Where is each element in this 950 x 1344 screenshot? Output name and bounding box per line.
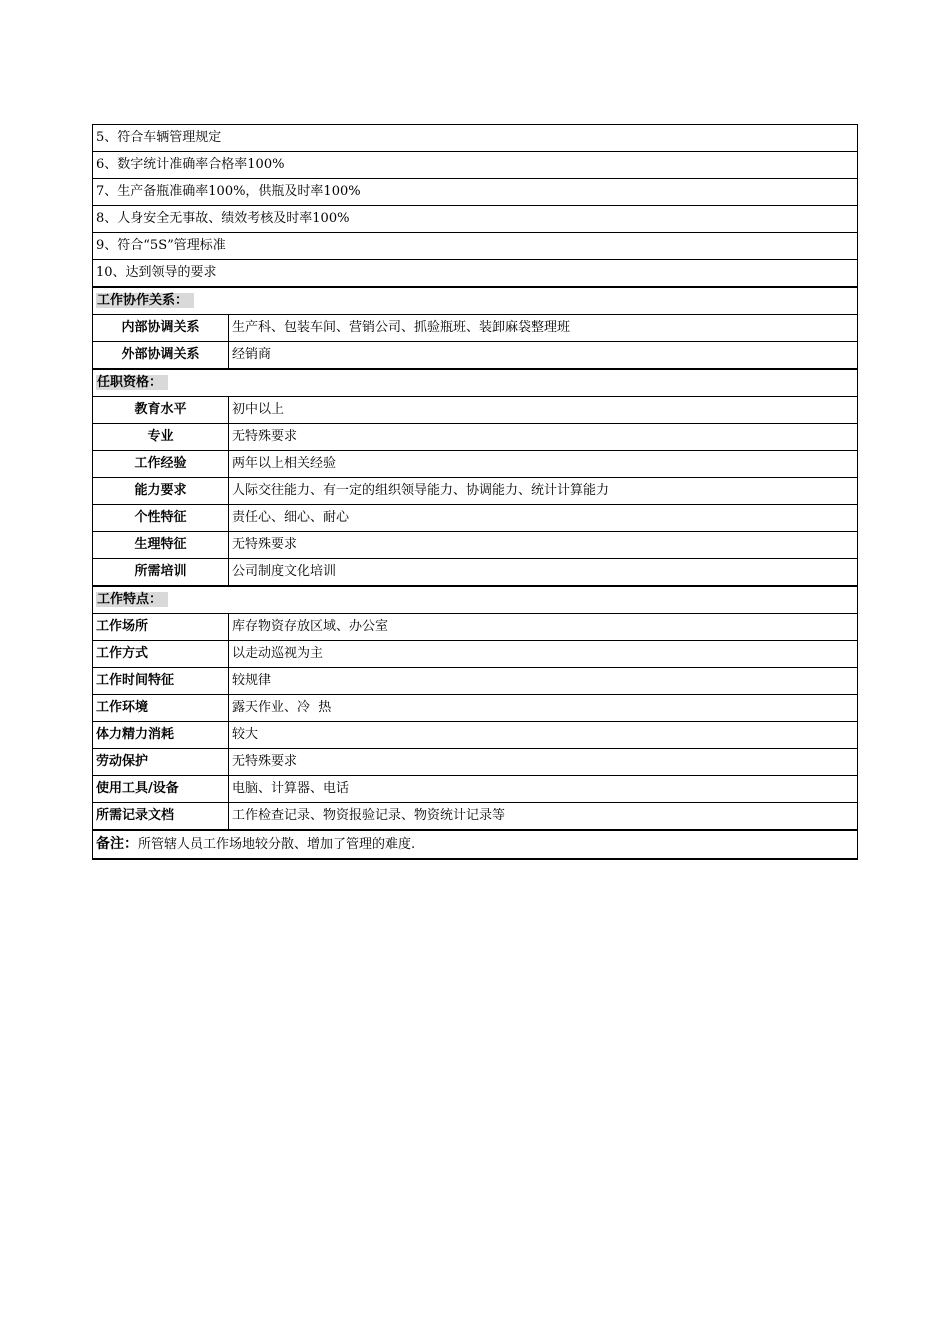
row-value: 两年以上相关经验 — [229, 451, 858, 478]
row-value: 露天作业、冷 热 — [229, 695, 858, 722]
qualification-row — [93, 532, 858, 559]
row-label: 工作经验 — [93, 451, 229, 478]
standard-text: 9、符合“5S”管理标准 — [93, 233, 858, 260]
qualification-row — [93, 559, 858, 587]
standard-text: 7、生产备瓶准确率100%，供瓶及时率100% — [93, 179, 858, 206]
feature-row — [93, 749, 858, 776]
row-value: 初中以上 — [229, 397, 858, 424]
standard-row — [93, 125, 858, 152]
row-value: 较大 — [229, 722, 858, 749]
standard-text: 8、人身安全无事故、绩效考核及时率100% — [93, 206, 858, 233]
section-header-relations — [93, 287, 858, 315]
feature-row — [93, 803, 858, 831]
qualification-row — [93, 397, 858, 424]
standard-text: 6、数字统计准确率合格率100% — [93, 152, 858, 179]
row-value: 工作检查记录、物资报验记录、物资统计记录等 — [229, 803, 858, 831]
section-header-qualifications — [93, 369, 858, 397]
row-label: 工作场所 — [93, 614, 229, 641]
standard-text: 5、符合车辆管理规定 — [93, 125, 858, 152]
row-label: 使用工具/设备 — [93, 776, 229, 803]
row-label: 教育水平 — [93, 397, 229, 424]
qualification-row — [93, 478, 858, 505]
section-title: 工作协作关系： — [96, 293, 194, 308]
standard-text: 10、达到领导的要求 — [93, 260, 858, 288]
relation-row-external — [93, 342, 858, 370]
qualification-row — [93, 505, 858, 532]
row-label: 工作方式 — [93, 641, 229, 668]
row-value: 无特殊要求 — [229, 424, 858, 451]
feature-row — [93, 641, 858, 668]
row-label: 工作时间特征 — [93, 668, 229, 695]
row-label: 劳动保护 — [93, 749, 229, 776]
row-value: 生产科、包装车间、营销公司、抓验瓶班、装卸麻袋整理班 — [229, 315, 858, 342]
standard-row — [93, 260, 858, 288]
row-value: 以走动巡视为主 — [229, 641, 858, 668]
row-label: 专业 — [93, 424, 229, 451]
row-label: 体力精力消耗 — [93, 722, 229, 749]
row-value: 公司制度文化培训 — [229, 559, 858, 587]
row-value: 库存物资存放区域、办公室 — [229, 614, 858, 641]
standard-row — [93, 152, 858, 179]
row-label: 生理特征 — [93, 532, 229, 559]
qualification-row — [93, 424, 858, 451]
section-header-features — [93, 586, 858, 614]
standard-row — [93, 233, 858, 260]
row-label: 内部协调关系 — [93, 315, 229, 342]
feature-row — [93, 776, 858, 803]
feature-row — [93, 668, 858, 695]
relation-row-internal — [93, 315, 858, 342]
row-label: 外部协调关系 — [93, 342, 229, 370]
note-row — [93, 830, 858, 859]
row-label: 所需记录文档 — [93, 803, 229, 831]
row-value: 较规律 — [229, 668, 858, 695]
feature-row — [93, 722, 858, 749]
standard-row — [93, 179, 858, 206]
row-value: 无特殊要求 — [229, 532, 858, 559]
row-label: 所需培训 — [93, 559, 229, 587]
row-value: 无特殊要求 — [229, 749, 858, 776]
section-title: 任职资格： — [96, 375, 168, 390]
qualification-row — [93, 451, 858, 478]
row-label: 能力要求 — [93, 478, 229, 505]
standard-row — [93, 206, 858, 233]
job-description-table — [92, 124, 858, 860]
row-label: 工作环境 — [93, 695, 229, 722]
row-label: 个性特征 — [93, 505, 229, 532]
feature-row — [93, 695, 858, 722]
note-text: 所管辖人员工作场地较分散、增加了管理的难度. — [138, 837, 416, 852]
feature-row — [93, 614, 858, 641]
note-label: 备注： — [96, 836, 138, 852]
row-value: 电脑、计算器、电话 — [229, 776, 858, 803]
section-title: 工作特点： — [96, 592, 168, 607]
row-value: 责任心、细心、耐心 — [229, 505, 858, 532]
row-value: 经销商 — [229, 342, 858, 370]
row-value: 人际交往能力、有一定的组织领导能力、协调能力、统计计算能力 — [229, 478, 858, 505]
